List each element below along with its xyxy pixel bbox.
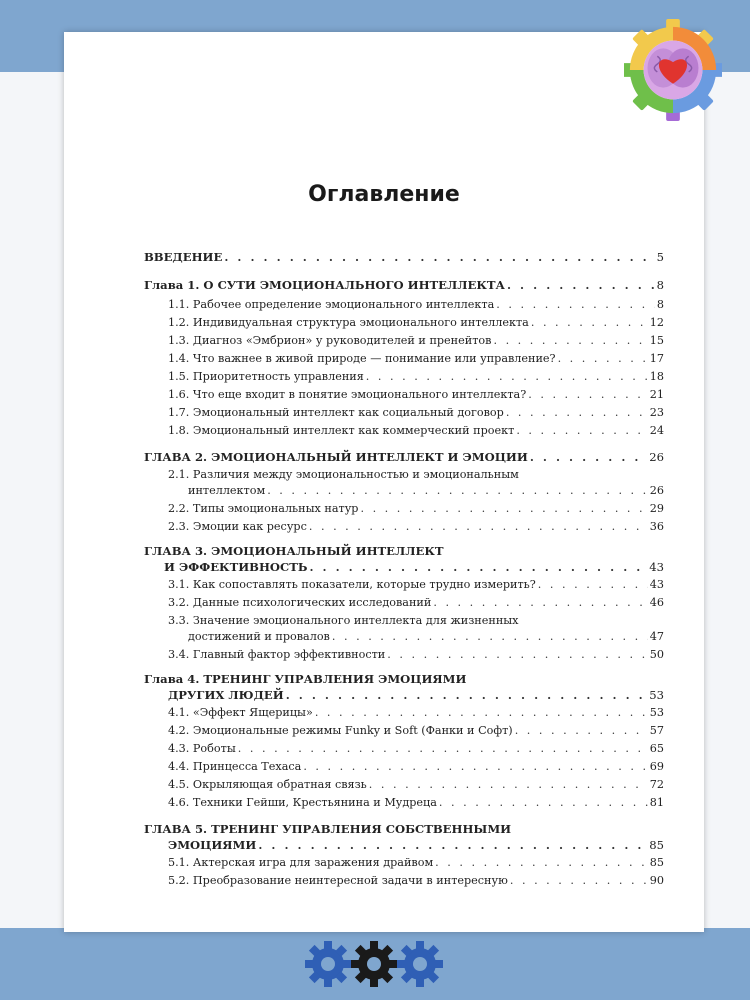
leader-dots xyxy=(433,596,647,610)
toc-entry-label: 2.3. Эмоции как ресурс xyxy=(168,520,307,533)
toc-entry-chapter-5-line1: ГЛАВА 5. ТРЕНИНГ УПРАВЛЕНИЯ СОБСТВЕННЫМИ xyxy=(144,822,512,836)
leader-dots xyxy=(515,724,648,738)
toc-entry-label: ВВЕДЕНИЕ xyxy=(144,250,223,264)
toc-entry-chapter-3-line1: ГЛАВА 3. ЭМОЦИОНАЛЬНЫЙ ИНТЕЛЛЕКТ xyxy=(144,544,444,558)
toc-entry-4-2[interactable] xyxy=(168,724,664,738)
toc-entry-label: 1.8. Эмоциональный интеллект как коммерческий проект xyxy=(168,424,515,437)
toc-entry-page: 29 xyxy=(649,502,664,515)
toc-entry-4-6[interactable] xyxy=(168,796,664,810)
toc-entry-2-1-line1: 2.1. Различия между эмоциональностью и эмоциональным xyxy=(168,468,519,481)
leader-dots xyxy=(506,406,648,420)
gears-icon xyxy=(302,934,446,992)
leader-dots xyxy=(332,630,648,644)
toc-entry-4-4[interactable] xyxy=(168,760,664,774)
toc-entry-label: 1.4. Что важнее в живой природе — понимание или управление? xyxy=(168,352,556,365)
toc-entry-page: 90 xyxy=(649,874,664,887)
toc-entry-3-1[interactable] xyxy=(168,578,664,592)
toc-entry-page: 72 xyxy=(649,778,664,791)
toc-entry-label: 1.1. Рабочее определение эмоционального интеллекта xyxy=(168,298,495,311)
toc-entry-label: 4.1. «Эффект Ящерицы» xyxy=(168,706,313,719)
toc-entry-page: 85 xyxy=(649,856,664,869)
toc-entry-4-3[interactable] xyxy=(168,742,664,756)
toc-entry-4-5[interactable] xyxy=(168,778,664,792)
toc-entry-chapter-3[interactable] xyxy=(164,560,664,574)
leader-dots xyxy=(315,706,648,720)
leader-dots xyxy=(531,316,648,330)
leader-dots xyxy=(516,424,647,438)
leader-dots xyxy=(493,334,647,348)
leader-dots xyxy=(387,648,647,662)
leader-dots xyxy=(507,278,655,292)
toc-entry-page: 8 xyxy=(656,278,664,292)
toc-entry-chapter-4[interactable] xyxy=(168,688,664,702)
toc-entry-label: ГЛАВА 2. ЭМОЦИОНАЛЬНЫЙ ИНТЕЛЛЕКТ И ЭМОЦИИ xyxy=(144,450,528,464)
toc-entry-label: 4.2. Эмоциональные режимы Funky и Soft (Фанки и Софт) xyxy=(168,724,513,737)
toc-entry-label: 4.5. Окрыляющая обратная связь xyxy=(168,778,367,791)
toc-entry-label: 3.4. Главный фактор эффективности xyxy=(168,648,386,661)
toc-entry-2-2[interactable] xyxy=(168,502,664,516)
leader-dots xyxy=(286,688,648,702)
toc-entry-2-1[interactable] xyxy=(188,484,664,498)
toc-entry-page: 47 xyxy=(649,630,664,643)
toc-entry-3-3[interactable] xyxy=(188,630,664,644)
toc-entry-label: 4.4. Принцесса Техаса xyxy=(168,760,302,773)
toc-entry-label: 3.2. Данные психологических исследований xyxy=(168,596,432,609)
toc-entry-1-4[interactable] xyxy=(168,352,664,366)
leader-dots xyxy=(224,250,654,264)
toc-entry-page: 23 xyxy=(649,406,664,419)
toc-entry-page: 8 xyxy=(656,298,664,311)
leader-dots xyxy=(369,778,648,792)
toc-entry-page: 50 xyxy=(649,648,664,661)
toc-entry-1-6[interactable] xyxy=(168,388,664,402)
toc-entry-page: 53 xyxy=(649,688,664,702)
toc-entry-label: ЭМОЦИЯМИ xyxy=(168,838,257,852)
toc-entry-3-3-line1: 3.3. Значение эмоционального интеллекта для жизненных xyxy=(168,614,519,627)
toc-entry-5-2[interactable] xyxy=(168,874,664,888)
toc-entry-label: 5.1. Актерская игра для заражения драйвом xyxy=(168,856,434,869)
toc-entry-page: 26 xyxy=(649,450,664,464)
toc-entry-page: 18 xyxy=(649,370,664,383)
toc-entry-introduction[interactable] xyxy=(144,250,664,264)
toc-entry-page: 81 xyxy=(649,796,664,809)
gear-brain-heart-logo-icon xyxy=(624,14,722,124)
leader-dots xyxy=(303,760,647,774)
toc-entry-label: 1.6. Что еще входит в понятие эмоционального интеллекта? xyxy=(168,388,527,401)
toc-entry-page: 43 xyxy=(649,578,664,591)
toc-entry-1-8[interactable] xyxy=(168,424,664,438)
toc-entry-label: И ЭФФЕКТИВНОСТЬ xyxy=(164,560,308,574)
toc-entry-label: 1.2. Индивидуальная структура эмоционального интеллекта xyxy=(168,316,529,329)
leader-dots xyxy=(439,796,648,810)
toc-entry-label: 4.6. Техники Гейши, Крестьянина и Мудреца xyxy=(168,796,437,809)
toc-entry-label: 4.3. Роботы xyxy=(168,742,236,755)
toc-entry-page: 57 xyxy=(649,724,664,737)
toc-entry-label: 1.3. Диагноз «Эмбрион» у руководителей и пренейтов xyxy=(168,334,492,347)
toc-entry-5-1[interactable] xyxy=(168,856,664,870)
toc-entry-page: 53 xyxy=(649,706,664,719)
toc-entry-page: 43 xyxy=(649,560,664,574)
toc-entry-page: 5 xyxy=(656,250,664,264)
toc-entry-chapter-5[interactable] xyxy=(168,838,664,852)
toc-entry-label: 3.1. Как сопоставлять показатели, которые трудно измерить? xyxy=(168,578,536,591)
toc-entry-3-2[interactable] xyxy=(168,596,664,610)
toc-entry-chapter-4-line1: Глава 4. ТРЕНИНГ УПРАВЛЕНИЯ ЭМОЦИЯМИ xyxy=(144,672,467,686)
leader-dots xyxy=(309,560,647,574)
toc-entry-page: 26 xyxy=(649,484,664,497)
toc-entry-label: 5.2. Преобразование неинтересной задачи в интересную xyxy=(168,874,508,887)
leader-dots xyxy=(528,388,648,402)
toc-entry-2-3[interactable] xyxy=(168,520,664,534)
leader-dots xyxy=(558,352,648,366)
toc-entry-label: 2.2. Типы эмоциональных натур xyxy=(168,502,359,515)
toc-entry-page: 85 xyxy=(649,838,664,852)
toc-entry-4-1[interactable] xyxy=(168,706,664,720)
leader-dots xyxy=(366,370,648,384)
toc-entry-page: 69 xyxy=(649,760,664,773)
toc-entry-page: 17 xyxy=(649,352,664,365)
leader-dots xyxy=(538,578,648,592)
toc-entry-chapter-1[interactable] xyxy=(144,278,664,292)
toc-entry-label: ДРУГИХ ЛЮДЕЙ xyxy=(168,688,284,702)
toc-entry-1-7[interactable] xyxy=(168,406,664,420)
toc-entry-label: интеллектом xyxy=(188,484,266,497)
book-page xyxy=(64,32,704,932)
toc-entry-page: 15 xyxy=(649,334,664,347)
toc-entry-1-3[interactable] xyxy=(168,334,664,348)
toc-entry-page: 36 xyxy=(649,520,664,533)
toc-entry-chapter-2[interactable] xyxy=(144,450,664,464)
leader-dots xyxy=(267,484,648,498)
toc-entry-label: 1.5. Приоритетность управления xyxy=(168,370,364,383)
leader-dots xyxy=(360,502,647,516)
toc-entry-1-2[interactable] xyxy=(168,316,664,330)
leader-dots xyxy=(510,874,648,888)
toc-entry-label: Глава 1. О СУТИ ЭМОЦИОНАЛЬНОГО ИНТЕЛЛЕКТА xyxy=(144,278,505,292)
page-title: Оглавление xyxy=(308,182,460,207)
toc-entry-page: 21 xyxy=(649,388,664,401)
leader-dots xyxy=(530,450,647,464)
toc-entry-1-1[interactable] xyxy=(168,298,664,312)
toc-entry-page: 65 xyxy=(649,742,664,755)
toc-entry-label: 1.7. Эмоциональный интеллект как социальный договор xyxy=(168,406,504,419)
leader-dots xyxy=(238,742,648,756)
leader-dots xyxy=(496,298,655,312)
leader-dots xyxy=(258,838,647,852)
leader-dots xyxy=(435,856,648,870)
toc-entry-page: 46 xyxy=(649,596,664,609)
toc-entry-page: 12 xyxy=(649,316,664,329)
toc-entry-1-5[interactable] xyxy=(168,370,664,384)
toc-entry-3-4[interactable] xyxy=(168,648,664,662)
toc-entry-label: достижений и провалов xyxy=(188,630,330,643)
leader-dots xyxy=(309,520,648,534)
toc-entry-page: 24 xyxy=(649,424,664,437)
